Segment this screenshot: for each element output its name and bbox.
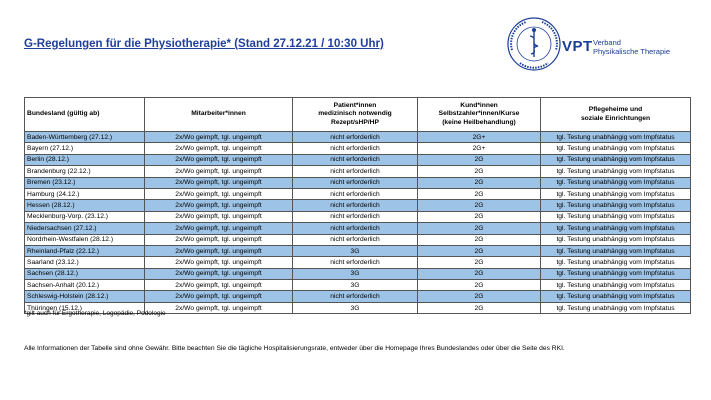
cell-kunden: 2G [418, 234, 541, 245]
cell-mitarbeiter: 2x/Wo geimpft, tgl. ungeimpft [145, 166, 293, 177]
cell-mitarbeiter: 2x/Wo geimpft, tgl. ungeimpft [145, 200, 293, 211]
header-bundesland: Bundesland (gültig ab) [25, 98, 145, 132]
cell-kunden: 2G [418, 302, 541, 313]
header-kunden-line: (keine Heilbehandlung) [442, 118, 516, 126]
cell-patient: nicht erforderlich [293, 200, 418, 211]
cell-pflege: tgl. Testung unabhängig vom Impfstatus [541, 166, 691, 177]
g-regelungen-table [24, 97, 691, 314]
header-pflege-line: Pflegeheime und [588, 106, 643, 113]
cell-bundesland: Bayern (27.12.) [25, 143, 145, 154]
cell-pflege: tgl. Testung unabhängig vom Impfstatus [541, 188, 691, 199]
header-pflege-line: soziale Einrichtungen [580, 114, 651, 122]
cell-pflege: tgl. Testung unabhängig vom Impfstatus [541, 234, 691, 245]
cell-pflege: tgl. Testung unabhängig vom Impfstatus [541, 132, 691, 143]
vpt-seal-icon [506, 16, 562, 72]
cell-patient: nicht erforderlich [293, 143, 418, 154]
cell-mitarbeiter: 2x/Wo geimpft, tgl. ungeimpft [145, 291, 293, 302]
cell-bundesland: Schleswig-Holstein (28.12.) [25, 291, 145, 302]
header-mitarbeiter: Mitarbeiter*innen [145, 98, 293, 132]
cell-bundesland: Bremen (23.12.) [25, 177, 145, 188]
cell-kunden: 2G [418, 188, 541, 199]
header-patient [293, 98, 418, 132]
cell-mitarbeiter: 2x/Wo geimpft, tgl. ungeimpft [145, 257, 293, 268]
cell-patient: 3G [293, 302, 418, 313]
cell-pflege: tgl. Testung unabhängig vom Impfstatus [541, 245, 691, 256]
cell-bundesland: Baden-Württemberg (27.12.) [25, 132, 145, 143]
table-row [25, 188, 691, 199]
cell-kunden: 2G [418, 223, 541, 234]
cell-bundesland: Sachsen-Anhalt (20.12.) [25, 280, 145, 291]
cell-patient: nicht erforderlich [293, 188, 418, 199]
cell-patient: nicht erforderlich [293, 234, 418, 245]
cell-bundesland: Sachsen (28.12.) [25, 268, 145, 279]
cell-pflege: tgl. Testung unabhängig vom Impfstatus [541, 257, 691, 268]
cell-patient: nicht erforderlich [293, 177, 418, 188]
cell-bundesland: Niedersachsen (27.12.) [25, 223, 145, 234]
cell-kunden: 2G [418, 177, 541, 188]
table-row [25, 291, 691, 302]
cell-kunden: 2G [418, 154, 541, 165]
cell-mitarbeiter: 2x/Wo geimpft, tgl. ungeimpft [145, 132, 293, 143]
cell-pflege: tgl. Testung unabhängig vom Impfstatus [541, 302, 691, 313]
cell-kunden: 2G [418, 268, 541, 279]
cell-patient: nicht erforderlich [293, 211, 418, 222]
cell-mitarbeiter: 2x/Wo geimpft, tgl. ungeimpft [145, 177, 293, 188]
cell-patient: nicht erforderlich [293, 223, 418, 234]
table-row [25, 132, 691, 143]
cell-mitarbeiter: 2x/Wo geimpft, tgl. ungeimpft [145, 245, 293, 256]
cell-patient: nicht erforderlich [293, 257, 418, 268]
header-kunden-line: Selbstzahler*innen/Kurse [438, 110, 520, 118]
header-patient-line: Patient*innen [333, 101, 377, 109]
table-row [25, 245, 691, 256]
cell-mitarbeiter: 2x/Wo geimpft, tgl. ungeimpft [145, 211, 293, 222]
cell-pflege: tgl. Testung unabhängig vom Impfstatus [541, 143, 691, 154]
page-title: G-Regelungen für die Physiotherapie* (Stand 27.12.21 / 10:30 Uhr) [24, 38, 384, 50]
cell-mitarbeiter: 2x/Wo geimpft, tgl. ungeimpft [145, 154, 293, 165]
cell-mitarbeiter: 2x/Wo geimpft, tgl. ungeimpft [145, 234, 293, 245]
cell-kunden: 2G [418, 200, 541, 211]
cell-patient: 3G [293, 245, 418, 256]
table-row [25, 211, 691, 222]
cell-mitarbeiter: 2x/Wo geimpft, tgl. ungeimpft [145, 188, 293, 199]
header-kunden [418, 98, 541, 132]
table-row [25, 143, 691, 154]
cell-patient: 3G [293, 268, 418, 279]
cell-bundesland: Berlin (28.12.) [25, 154, 145, 165]
cell-bundesland: Hamburg (24.12.) [25, 188, 145, 199]
logo-subtitle-line2: Physikalische Therapie [593, 47, 670, 56]
cell-mitarbeiter: 2x/Wo geimpft, tgl. ungeimpft [145, 302, 293, 313]
table-row [25, 268, 691, 279]
cell-bundesland: Hessen (28.12.) [25, 200, 145, 211]
table-header-row [25, 98, 691, 132]
cell-pflege: tgl. Testung unabhängig vom Impfstatus [541, 211, 691, 222]
cell-bundesland: Nordrhein-Westfalen (28.12.) [25, 234, 145, 245]
header-patient-line: Rezept/sHP/HP [331, 118, 379, 126]
cell-kunden: 2G [418, 280, 541, 291]
header-patient-line: medizinisch notwendig [318, 110, 392, 118]
vpt-logo [506, 16, 706, 100]
cell-patient: nicht erforderlich [293, 291, 418, 302]
cell-mitarbeiter: 2x/Wo geimpft, tgl. ungeimpft [145, 223, 293, 234]
cell-kunden: 2G [418, 257, 541, 268]
table-row [25, 234, 691, 245]
table-row [25, 177, 691, 188]
cell-patient: 3G [293, 280, 418, 291]
disclaimer: Alle Informationen der Tabelle sind ohne Gewähr. Bitte beachten Sie die tägliche Hospitalisierungsrate, entweder über die Homepage Ihres Bundeslandes oder über die Seite des RKI. [24, 345, 565, 352]
cell-pflege: tgl. Testung unabhängig vom Impfstatus [541, 291, 691, 302]
cell-kunden: 2G [418, 211, 541, 222]
cell-pflege: tgl. Testung unabhängig vom Impfstatus [541, 177, 691, 188]
header-kunden-line: Kund*innen [460, 101, 498, 109]
cell-bundesland: Mecklenburg-Vorp. (23.12.) [25, 211, 145, 222]
cell-kunden: 2G [418, 166, 541, 177]
cell-kunden: 2G+ [418, 143, 541, 154]
cell-mitarbeiter: 2x/Wo geimpft, tgl. ungeimpft [145, 143, 293, 154]
footnote: *gilt auch für Ergotherapie, Logopädie, Podologie [24, 310, 166, 317]
table-row [25, 257, 691, 268]
cell-mitarbeiter: 2x/Wo geimpft, tgl. ungeimpft [145, 280, 293, 291]
cell-mitarbeiter: 2x/Wo geimpft, tgl. ungeimpft [145, 268, 293, 279]
cell-pflege: tgl. Testung unabhängig vom Impfstatus [541, 154, 691, 165]
cell-patient: nicht erforderlich [293, 154, 418, 165]
logo-abbreviation: VPT [562, 38, 593, 55]
table-row [25, 154, 691, 165]
cell-bundesland: Rheinland-Pfalz (22.12.) [25, 245, 145, 256]
cell-bundesland: Saarland (23.12.) [25, 257, 145, 268]
header-pflege [541, 98, 691, 132]
table-row [25, 200, 691, 211]
cell-patient: nicht erforderlich [293, 132, 418, 143]
cell-bundesland: Thüringen (15.12.) [25, 302, 145, 313]
cell-pflege: tgl. Testung unabhängig vom Impfstatus [541, 280, 691, 291]
cell-pflege: tgl. Testung unabhängig vom Impfstatus [541, 200, 691, 211]
table-row [25, 166, 691, 177]
logo-subtitle [593, 38, 670, 56]
table-row [25, 223, 691, 234]
cell-kunden: 2G+ [418, 132, 541, 143]
cell-pflege: tgl. Testung unabhängig vom Impfstatus [541, 268, 691, 279]
cell-bundesland: Brandenburg (22.12.) [25, 166, 145, 177]
cell-kunden: 2G [418, 291, 541, 302]
cell-kunden: 2G [418, 245, 541, 256]
table-row [25, 280, 691, 291]
cell-pflege: tgl. Testung unabhängig vom Impfstatus [541, 223, 691, 234]
logo-subtitle-line1: Verband [593, 38, 621, 47]
cell-patient: nicht erforderlich [293, 166, 418, 177]
